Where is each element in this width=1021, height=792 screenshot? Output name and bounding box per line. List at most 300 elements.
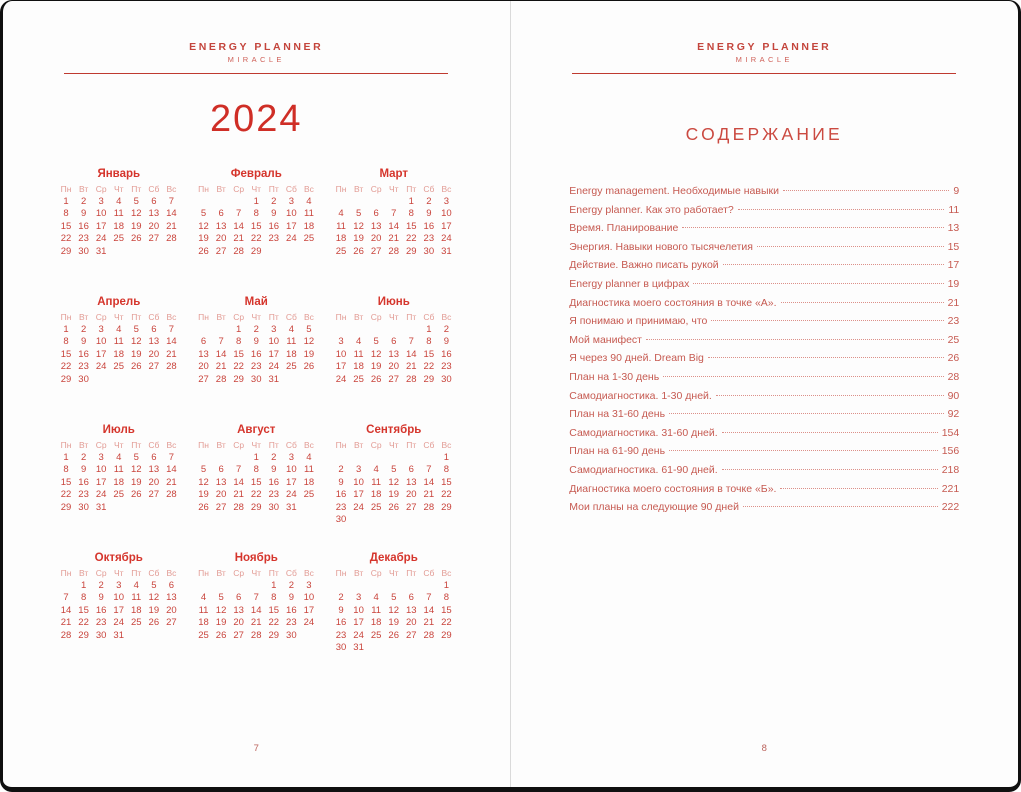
day-cell: 20 [370,233,382,245]
day-cell: 19 [215,617,227,629]
day-cell: 13 [370,220,382,232]
day-cell: 7 [168,451,175,463]
day-cell: 3 [338,336,344,348]
dot-leader [682,227,943,228]
day-cell: 5 [373,336,379,348]
day-cell: 23 [335,629,347,641]
page-header-left [3,1,510,74]
day-cell: 11 [304,464,314,476]
day-cell: 25 [353,373,364,385]
day-cell: 12 [370,348,382,360]
day-cell: 11 [198,604,209,616]
toc-entry [569,445,959,464]
day-cell: 15 [250,476,262,488]
day-cell: 2 [98,579,104,591]
weekday-cell: Вс [441,184,452,194]
day-cell: 17 [95,220,107,232]
day-cell: 21 [423,489,435,501]
day-cell: 17 [303,604,315,616]
weekday-cell: Пн [198,312,209,322]
day-cell: 20 [198,361,209,373]
day-cell: 29 [250,245,262,257]
weekday-cell: Чт [113,184,124,194]
day-cell [403,451,421,464]
month-block [195,296,318,424]
day-cell: 29 [441,501,452,513]
month-block [332,552,455,680]
day-cell: 23 [78,361,89,373]
day-cell: 26 [303,361,315,373]
toc-entry-page: 218 [941,463,960,476]
day-cell: 13 [148,464,160,476]
day-cell: 1 [236,323,242,335]
toc-entry-title: Мои планы на следующие 90 дней [569,501,739,514]
day-cell: 11 [336,220,346,232]
weekday-cell: Сб [285,568,297,578]
day-cell: 24 [303,617,315,629]
dot-leader [669,413,944,414]
day-cell: 4 [355,336,362,348]
day-cell: 4 [116,323,122,335]
day-cell: 4 [200,592,207,604]
day-cell [212,195,230,208]
weekday-cell: Ср [95,184,107,194]
day-cell [420,642,438,655]
day-cell: 10 [335,348,347,360]
day-cell: 27 [198,373,209,385]
toc-entry-title: Energy management. Необходимые навыки [569,185,779,197]
year-heading: 2024 [209,98,303,140]
weekday-cell: Пн [60,312,72,322]
day-cell: 26 [388,501,399,513]
day-cell: 1 [253,195,259,207]
day-cell: 5 [218,592,224,604]
day-cell: 21 [60,617,72,629]
toc-entry-title: Диагностика моего состояния в точке «А». [569,296,777,309]
day-cell: 27 [215,245,227,257]
day-cell: 29 [405,245,417,257]
day-cell: 15 [405,220,417,232]
dot-leader [708,357,944,358]
weekday-cell: Пн [335,312,347,322]
day-cell: 28 [423,629,435,641]
day-cell: 19 [198,489,209,501]
toc-entry [569,427,959,446]
day-cell [367,195,385,208]
month-title: Ноябрь [234,552,278,564]
day-cell: 30 [268,501,280,513]
day-cell [438,514,456,527]
day-cell [420,579,438,592]
day-cell: 14 [423,476,435,488]
day-cell: 7 [218,336,224,348]
toc-entry [569,464,959,483]
day-cell: 19 [130,348,142,360]
day-cell: 26 [370,373,382,385]
day-cell [385,451,403,464]
day-cell: 20 [148,476,160,488]
day-cell [385,514,403,527]
day-cell: 21 [166,220,177,232]
day-cell: 25 [370,629,382,641]
day-cell: 6 [236,592,242,604]
day-cell [332,451,350,464]
day-cell: 21 [215,361,227,373]
dot-leader [693,283,943,284]
weekday-cell: Вс [166,568,177,578]
day-cell [350,195,368,208]
dot-leader [716,395,944,396]
day-cell: 17 [286,476,297,488]
day-cell: 13 [148,208,160,220]
day-cell [283,373,301,386]
toc-entry [569,278,959,297]
month-title: Декабрь [369,552,418,564]
day-cell: 29 [60,245,72,257]
day-cell: 14 [166,208,177,220]
toc-entry [569,352,959,371]
calendar-page [3,1,511,787]
day-cell: 13 [388,348,399,360]
day-cell: 28 [215,373,227,385]
day-cell: 23 [441,361,452,373]
day-cell: 16 [78,476,89,488]
day-cell: 8 [253,464,259,476]
day-cell: 20 [233,617,244,629]
toc-entry-page: 11 [948,203,960,216]
toc-entry-page: 25 [947,333,960,346]
weekday-cell: Чт [251,568,261,578]
day-cell: 11 [304,208,314,220]
day-cell: 15 [250,220,262,232]
day-cell: 11 [113,336,124,348]
month-table [57,567,180,642]
toc-entry-page: 17 [947,259,960,272]
day-cell: 15 [60,348,72,360]
day-cell: 8 [63,336,69,348]
day-cell [332,579,350,592]
day-cell: 20 [388,361,399,373]
dot-leader [783,190,949,191]
weekday-cell: Вт [353,184,364,194]
day-cell: 24 [95,361,107,373]
month-block [57,296,180,424]
day-cell [212,451,230,464]
day-cell: 13 [215,220,227,232]
day-cell: 29 [250,501,262,513]
weekday-cell: Ср [95,440,107,450]
day-cell: 20 [148,348,160,360]
month-table [332,439,455,526]
weekday-cell: Чт [251,184,261,194]
weekday-cell: Ср [233,440,245,450]
day-cell: 2 [253,323,259,335]
day-cell: 3 [443,195,450,207]
day-cell: 28 [233,245,244,257]
day-cell: 16 [335,617,347,629]
day-cell: 23 [95,617,107,629]
day-cell: 20 [405,617,417,629]
weekday-cell: Вт [216,568,226,578]
weekday-cell: Пт [268,568,279,578]
day-cell: 9 [338,476,344,488]
header-rule [64,73,448,74]
weekday-cell: Чт [251,312,261,322]
day-cell: 10 [113,592,124,604]
day-cell: 16 [78,348,89,360]
day-cell: 15 [60,476,72,488]
day-cell: 8 [63,208,69,220]
day-cell: 21 [423,617,435,629]
day-cell: 28 [166,233,177,245]
day-cell: 30 [78,245,89,257]
day-cell: 2 [271,195,277,207]
weekday-cell: Пт [406,312,417,322]
day-cell: 20 [405,489,417,501]
dot-leader [757,246,944,247]
day-cell: 16 [95,604,107,616]
month-block [195,424,318,552]
toc-entry-title: Самодиагностика. 31-60 дней. [569,426,718,439]
day-cell: 6 [151,195,157,207]
weekday-cell: Вт [216,312,226,322]
brand-name: ENERGY PLANNER [697,41,832,53]
month-block [57,424,180,552]
day-cell [283,245,301,258]
day-cell [385,323,403,336]
weekday-cell: Пт [131,568,142,578]
weekday-cell: Сб [285,184,297,194]
day-cell: 27 [405,501,417,513]
day-cell: 14 [233,220,244,232]
day-cell: 3 [98,323,104,335]
brand-name: ENERGY PLANNER [189,41,324,53]
toc-entry-page: 28 [947,370,960,383]
day-cell [300,373,318,386]
day-cell [300,245,318,258]
toc-entry-page: 221 [941,482,960,495]
day-cell: 6 [373,208,379,220]
day-cell: 9 [271,464,277,476]
day-cell: 31 [95,245,107,257]
toc-entry [569,483,959,502]
day-cell: 22 [441,489,452,501]
day-cell: 17 [335,361,347,373]
weekday-cell: Вс [303,440,314,450]
day-cell [438,642,456,655]
weekday-cell: Пн [60,440,72,450]
day-cell: 26 [148,617,160,629]
toc-entry-title: Я понимаю и принимаю, что [569,315,708,328]
day-cell: 31 [441,245,452,257]
day-cell: 1 [63,323,69,335]
day-cell: 24 [353,629,364,641]
day-cell: 6 [151,323,157,335]
month-title: Май [244,296,268,308]
day-cell: 11 [371,604,382,616]
page-header-right [511,1,1019,74]
day-cell: 28 [388,245,399,257]
weekday-cell: Сб [423,312,435,322]
day-cell: 27 [148,361,160,373]
weekday-cell: Ср [233,568,245,578]
weekday-cell: Вс [303,568,314,578]
day-cell: 4 [133,579,139,591]
day-cell: 3 [116,579,122,591]
day-cell: 1 [80,579,87,591]
day-cell [385,642,403,655]
day-cell: 1 [63,195,69,207]
day-cell: 27 [405,629,417,641]
toc-entry-title: План на 1-30 день [569,370,660,383]
day-cell: 23 [335,501,347,513]
month-table [57,311,180,386]
day-cell: 18 [113,348,124,360]
weekday-cell: Пн [198,184,209,194]
day-cell: 27 [148,489,160,501]
dot-leader [722,432,938,433]
day-cell [350,514,368,527]
toc-entry [569,259,959,278]
day-cell [332,195,350,208]
day-cell: 2 [338,464,344,476]
day-cell: 17 [353,489,364,501]
day-cell: 4 [306,451,312,463]
weekday-cell: Вс [441,312,452,322]
day-cell: 11 [113,208,124,220]
day-cell: 8 [443,592,450,604]
day-cell: 6 [391,336,397,348]
day-cell: 21 [233,489,244,501]
weekday-cell: Чт [388,184,399,194]
weekday-cell: Вс [303,184,314,194]
day-cell: 17 [268,348,280,360]
month-block [57,552,180,680]
toc-entry [569,501,959,520]
month-table [57,439,180,514]
weekday-cell: Пт [131,312,142,322]
day-cell [110,501,128,514]
day-cell: 1 [63,451,69,463]
day-cell: 7 [236,208,242,220]
day-cell: 7 [168,323,175,335]
day-cell: 30 [441,373,452,385]
day-cell: 2 [271,451,277,463]
day-cell: 5 [133,195,139,207]
day-cell: 23 [268,233,280,245]
day-cell: 16 [250,348,262,360]
day-cell [420,514,438,527]
page-number-left: 7 [253,743,259,754]
day-cell: 30 [286,629,297,641]
day-cell: 8 [253,208,259,220]
day-cell: 24 [286,233,297,245]
day-cell: 9 [80,208,87,220]
weekday-cell: Ср [370,568,382,578]
day-cell: 5 [391,592,397,604]
weekday-cell: Пн [335,440,347,450]
day-cell: 6 [218,208,224,220]
month-table [332,183,455,258]
day-cell: 5 [200,464,207,476]
day-cell: 3 [271,323,277,335]
toc-entry-title: Самодиагностика. 1-30 дней. [569,389,712,402]
day-cell: 16 [335,489,347,501]
day-cell [212,323,230,336]
day-cell [128,245,146,258]
day-cell: 13 [405,476,417,488]
weekday-cell: Пн [335,184,347,194]
weekday-cell: Вт [78,568,89,578]
month-title: Март [379,168,409,180]
day-cell: 24 [353,501,364,513]
day-cell: 18 [335,233,347,245]
day-cell: 9 [253,336,259,348]
weekday-cell: Чт [388,440,399,450]
day-cell: 15 [78,604,89,616]
toc-entry [569,241,959,260]
day-cell [332,323,350,336]
day-cell [195,195,213,208]
day-cell: 16 [268,220,280,232]
day-cell: 18 [113,476,124,488]
day-cell [128,501,146,514]
day-cell [300,629,318,642]
day-cell: 22 [441,617,452,629]
day-cell: 4 [373,592,379,604]
day-cell [300,501,318,514]
day-cell: 27 [215,501,227,513]
dot-leader [780,488,937,489]
day-cell: 7 [168,195,175,207]
month-table [195,439,318,514]
day-cell: 12 [353,220,364,232]
day-cell: 26 [198,501,209,513]
toc-entry-page: 15 [947,240,960,253]
day-cell: 29 [60,373,72,385]
weekday-cell: Вт [353,568,364,578]
dot-leader [669,450,938,451]
day-cell: 14 [233,476,244,488]
weekday-cell: Пт [268,184,279,194]
day-cell: 21 [233,233,244,245]
day-cell: 9 [426,208,432,220]
day-cell: 1 [253,451,259,463]
day-cell [163,629,181,642]
month-block [195,552,318,680]
day-cell: 23 [250,361,262,373]
day-cell: 14 [166,464,177,476]
day-cell [420,451,438,464]
day-cell: 15 [441,604,452,616]
day-cell: 6 [151,451,157,463]
day-cell: 14 [60,604,72,616]
toc-entry-title: Самодиагностика. 61-90 дней. [569,463,718,476]
day-cell: 13 [233,604,244,616]
day-cell: 23 [423,233,435,245]
toc-entry-page: 222 [941,501,960,514]
day-cell: 10 [303,592,315,604]
dot-leader [743,506,938,507]
day-cell: 26 [215,629,227,641]
weekday-cell: Ср [95,568,107,578]
day-cell: 14 [166,336,177,348]
day-cell [385,195,403,208]
weekday-cell: Пн [198,440,209,450]
day-cell: 9 [98,592,104,604]
day-cell: 26 [130,233,142,245]
toc-entry [569,185,959,204]
